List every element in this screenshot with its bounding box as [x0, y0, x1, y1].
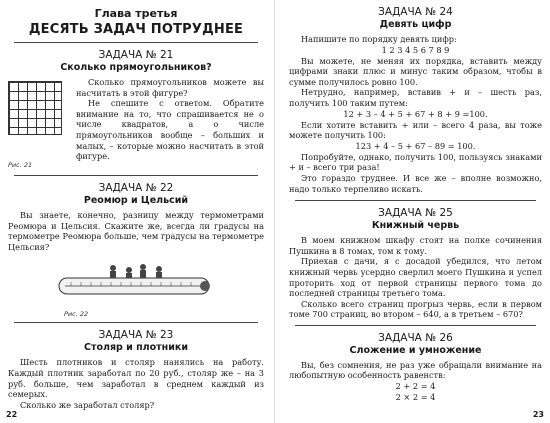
divider	[295, 325, 536, 326]
divider	[14, 175, 258, 176]
task-26-number: ЗАДАЧА № 26	[378, 331, 453, 344]
task-22-title: Реомюр и Цельсий	[83, 195, 189, 206]
task-24-text-6: Это гораздо труднее. И все же – вполне возможно, надо только терпеливо искать.	[289, 172, 542, 194]
task-25-text-3: Сколько всего страниц прогрыз червь, если в первом томе 700 страниц, во втором – 640, а в третьем – 670?	[289, 298, 542, 320]
divider	[14, 42, 258, 43]
task-25-text-2: Приехав с дачи, я с досадой убедился, что летом книжный червь усердно сверлил моего Пушкина и успел проторить ход от первой страницы первого тома до последней страницы третьего тома.	[289, 256, 542, 299]
task-21-body	[8, 77, 264, 169]
rectangle-grid-figure	[8, 81, 70, 169]
divider	[295, 200, 536, 201]
task-22-number: ЗАДАЧА № 22	[98, 182, 174, 194]
task-21-title: Сколько прямоугольников?	[60, 62, 212, 73]
task-23-text-1: Шесть плотников и столяр нанялись на работу. Каждый плотник заработал по 20 руб., столяр же – на 3 руб. больше, чем заработал в среднем каждый из семерых.	[8, 357, 264, 400]
task-25-title: Книжный червь	[371, 220, 460, 232]
task-24-title: Девять цифр	[379, 19, 452, 30]
task-22-text-1: Вы знаете, конечно, разницу между термометрами Реомюра и Цельсия. Скажите же, всегда ли градусы на термометре Реомюра больше, чем градусы на термометре Цельсия?	[8, 210, 264, 252]
equation-1: 2 + 2 = 4	[395, 381, 436, 392]
page-number-left: 22	[6, 410, 18, 419]
task-24-text-5: Попробуйте, однако, получить 100, пользуясь знаками + и – всего три раза!	[289, 151, 542, 173]
task-24-text-3: Нетрудно, например, вставив + и – шесть раз, получить 100 таким путем:	[289, 87, 542, 108]
figure-21-caption: Рис. 21	[8, 161, 33, 169]
divider	[14, 322, 258, 323]
task-24-text-4: Если хотите вставить + или – всего 4 раза, вы тоже можете получить 100:	[289, 119, 542, 141]
chapter-title: ДЕСЯТЬ ЗАДАЧ ПОТРУДНЕЕ	[28, 22, 244, 37]
page-number-right: 23	[532, 410, 544, 419]
thermometer-figure	[8, 256, 264, 310]
task-23-text-2: Сколько же заработал столяр?	[20, 399, 155, 410]
formula-2: 123 + 4 – 5 + 67 – 89 = 100.	[355, 140, 476, 151]
right-page	[275, 0, 550, 423]
digits-line: 1 2 3 4 5 6 7 8 9	[381, 44, 450, 55]
task-25-text-1: В моем книжном шкафу стоят на полке сочинения Пушкина в 8 томах, том к тому.	[289, 235, 542, 256]
task-25-number: ЗАДАЧА № 25	[378, 207, 453, 220]
task-24-text-2: Вы можете, не меняя их порядка, вставить между цифрами знаки плюс и минус таким образом, чтобы в сумме получилось ровно 100.	[289, 55, 542, 87]
task-24-text-1: Напишите по порядку девять цифр:	[301, 34, 457, 44]
equation-2: 2 × 2 = 4	[395, 392, 436, 403]
figure-22-caption: Рис. 22	[64, 310, 89, 319]
task-24-number: ЗАДАЧА № 24	[378, 6, 453, 18]
task-21-number: ЗАДАЧА № 21	[98, 49, 174, 61]
task-21-text-2: Не спешите с ответом. Обратите внимание на то, что спрашивается не о числе квадратов, а о числе прямоугольников вообще – больших и малых, – которые можно насчитать в этой фигуре.	[76, 98, 264, 162]
task-26-text-1: Вы, без сомнения, не раз уже обращали внимание на любопытную особенность равенств:	[289, 359, 542, 381]
task-23-title: Столяр и плотники	[83, 342, 188, 354]
task-26-title: Сложение и умножение	[349, 344, 482, 356]
grid-illustration	[8, 81, 62, 135]
thermometer-illustration	[51, 256, 221, 306]
task-21-text-1: Сколько прямоугольников можете вы насчитать в этой фигуре?	[76, 77, 264, 98]
chapter-label: Глава третья	[94, 7, 178, 20]
formula-1: 12 + 3 – 4 + 5 + 67 + 8 + 9 =100.	[343, 108, 488, 119]
task-23-number: ЗАДАЧА № 23	[98, 329, 174, 342]
